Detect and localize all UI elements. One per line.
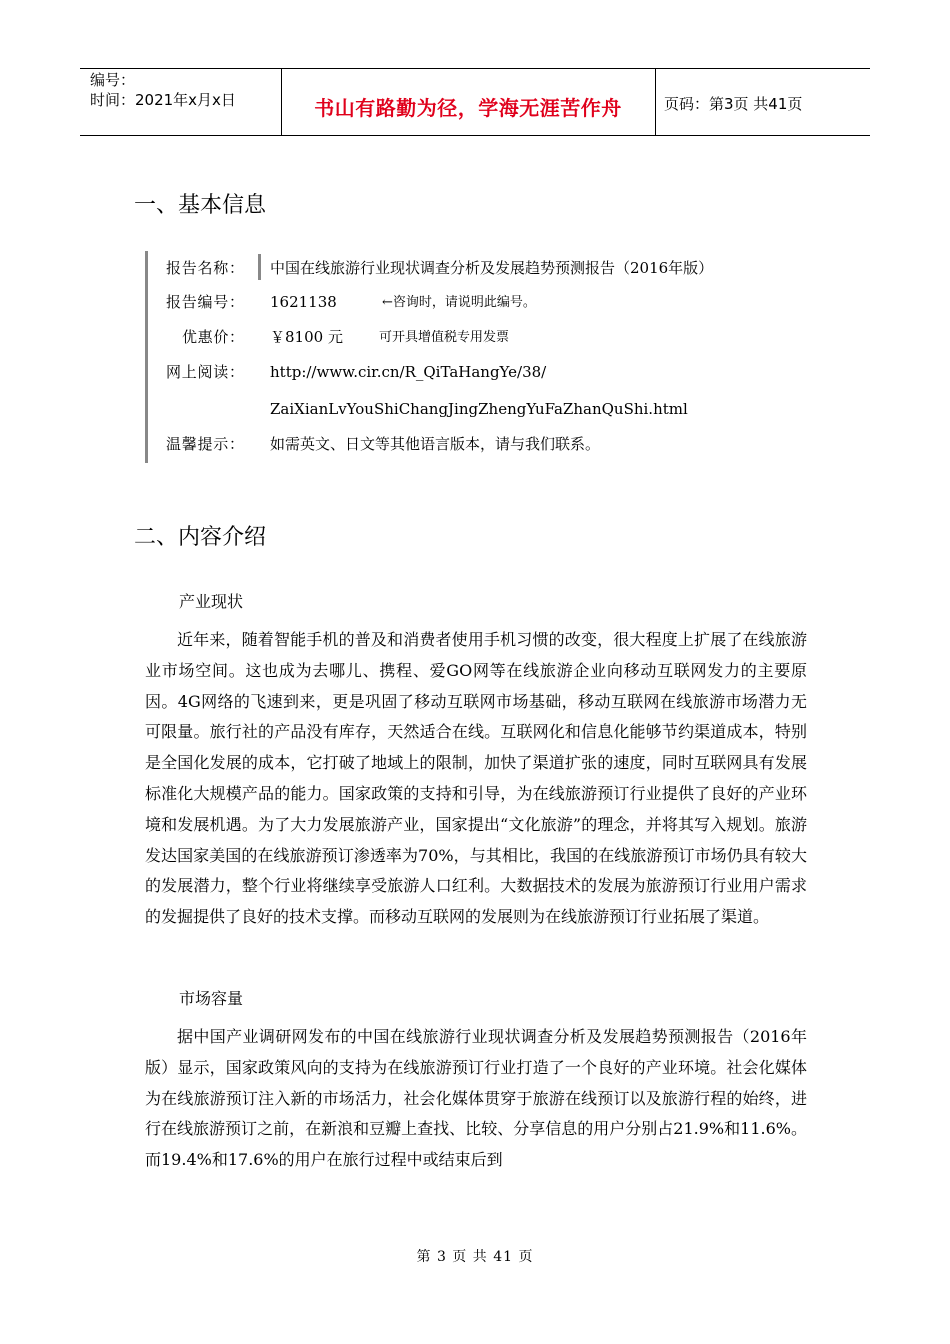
doc-number-label: 编号：: [90, 71, 136, 89]
info-label: 网上阅读：: [166, 363, 244, 381]
info-value: 1621138: [270, 293, 337, 311]
paragraph-industry-status: 近年来，随着智能手机的普及和消费者使用手机习惯的改变，很大程度上扩展了在线旅游业市场空间。这也成为去哪儿、携程、爱GO网等在线旅游企业向移动互联网发力的主要原因。4G网络的飞速到来，更是巩固了移动互联网市场基础，移动互联网在线旅游市场潜力无可限量。旅行社的产品没有库存，天然适合在线。互联网化和信息化能够节约渠道成本，特别是全国化发展的成本，它打破了地域上的限制，加快了渠道扩张的速度，同时互联网具有发展标准化大规模产品的能力。国家政策的支持和引导，为在线旅游预订行业提供了良好的产业环境和发展机遇。为了大力发展旅游产业，国家提出“文化旅游”的理念，并将其写入规划。旅游发达国家美国的在线旅游预订渗透率为70%，与其相比，我国的在线旅游预订市场仍具有较大的发展潜力，整个行业将继续享受旅游人口红利。大数据技术的发展为旅游预订行业用户需求的发掘提供了良好的技术支撑。而移动互联网的发展则为在线旅游预订行业拓展了渠道。: [145, 630, 807, 927]
info-value: 如需英文、日文等其他语言版本，请与我们联系。: [270, 435, 601, 453]
doc-time-label: 时间：2021年x月x日: [90, 91, 236, 109]
info-label: 报告编号：: [166, 293, 244, 311]
info-row-price: [166, 327, 806, 349]
info-label: 报告名称：: [166, 259, 244, 277]
info-note: ←咨询时，请说明此编号。: [382, 295, 536, 310]
info-value: ￥8100 元: [270, 328, 343, 346]
header-motto: 书山有路勤为径，学海无涯苦作舟: [314, 96, 622, 120]
subheading-industry-status: 产业现状: [179, 592, 244, 611]
section-title-content: 二、内容介绍: [134, 525, 267, 550]
header-top-rule: [80, 68, 870, 69]
info-row-tip: [166, 434, 806, 456]
info-row-report-name: [166, 258, 806, 280]
info-row-online-read-cont: [166, 399, 806, 421]
header-bottom-rule: [80, 135, 870, 136]
info-row-online-read: [166, 362, 806, 384]
subheading-market-capacity: 市场容量: [179, 989, 244, 1008]
header-meta: [90, 70, 236, 110]
paragraph-market-capacity: 据中国产业调研网发布的中国在线旅游行业现状调查分析及发展趋势预测报告（2016年版）显示，国家政策风向的支持为在线旅游预订行业打造了一个良好的产业环境。社会化媒体为在线旅游预订注入新的市场活力，社会化媒体贯穿于旅游在线预订以及旅游行程的始终，进行在线旅游预订之前，在新浪和豆瓣上查找、比较、分享信息的用户分别占21.9%和11.6%。而19.4%和17.6%的用户在旅行过程中或结束后到: [145, 1027, 807, 1170]
header-page-info: 页码：第3页 共41页: [664, 95, 803, 113]
online-read-link-cont[interactable]: ZaiXianLvYouShiChangJingZhengYuFaZhanQuShi.html: [270, 400, 688, 418]
info-row-report-code: [166, 292, 806, 314]
page-footer: 第 3 页 共 41 页: [416, 1249, 534, 1265]
online-read-link[interactable]: http://www.cir.cn/R_QiTaHangYe/38/: [270, 363, 547, 381]
header-divider-right: [655, 68, 656, 136]
info-label: 优惠价：: [182, 328, 244, 346]
section-title-basic-info: 一、基本信息: [134, 193, 267, 218]
info-note: 可开具增值税专用发票: [379, 330, 510, 345]
info-label: 温馨提示：: [166, 435, 244, 453]
info-value: 中国在线旅游行业现状调查分析及发展趋势预测报告（2016年版）: [270, 259, 714, 277]
info-block-bar: [145, 251, 148, 463]
